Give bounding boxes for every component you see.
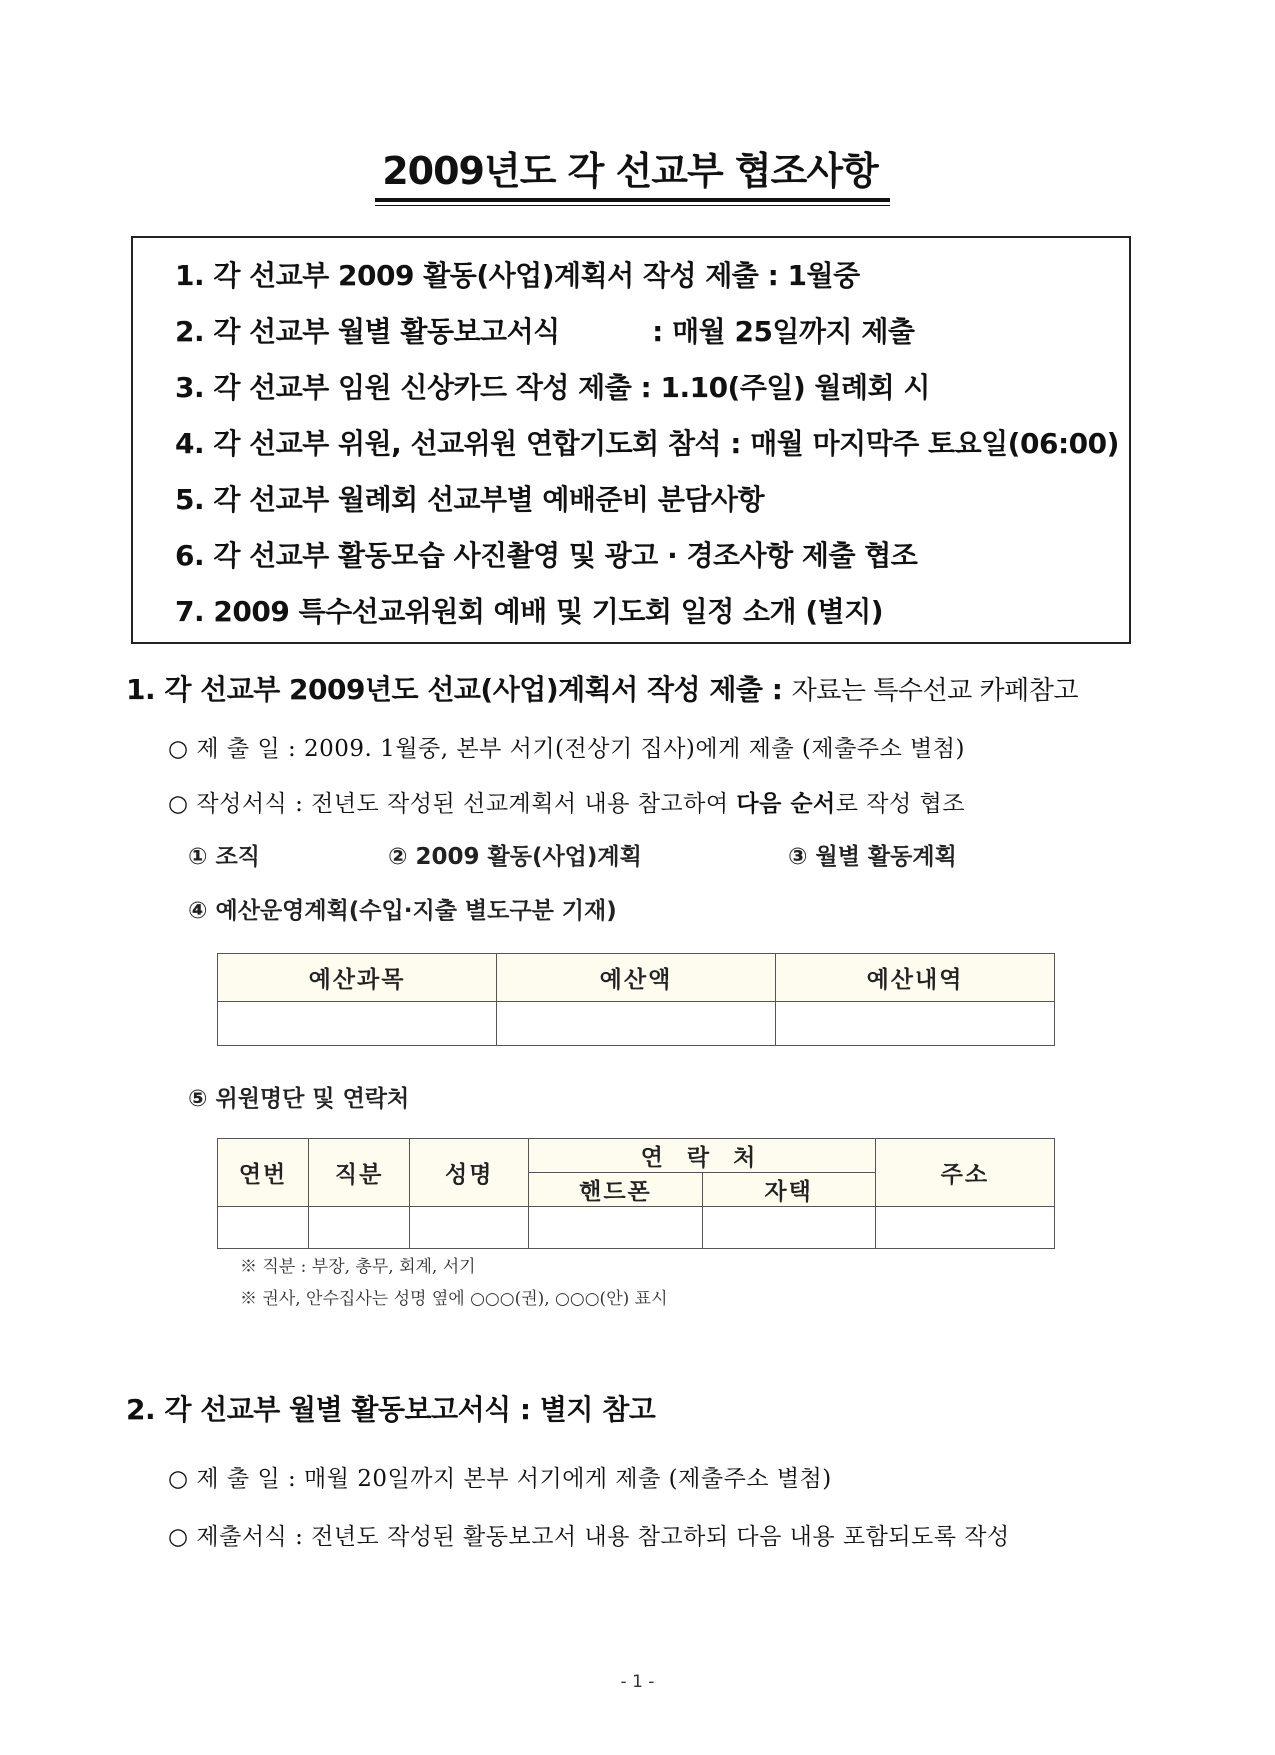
member-header-contact: 연 락 처 xyxy=(529,1139,875,1173)
section2-bullet-format: ○ 제출서식 : 전년도 작성된 활동보고서 내용 참고하되 다음 내용 포함되도록 작성 xyxy=(168,1524,1010,1550)
summary-box xyxy=(131,236,1131,644)
bullet-emphasis: 다음 순서 xyxy=(736,791,836,817)
member-cell[interactable] xyxy=(218,1207,309,1249)
summary-item: 7. 2009 특수선교위원회 예배 및 기도회 일정 소개 (별지) xyxy=(175,595,884,628)
member-header-address: 주소 xyxy=(875,1139,1054,1207)
section2-bullet-date: ○ 제 출 일 : 매월 20일까지 본부 서기에게 제출 (제출주소 별첨) xyxy=(168,1466,832,1492)
budget-header: 예산내역 xyxy=(776,954,1055,1002)
section1-heading-text: 1. 각 선교부 2009년도 선교(사업)계획서 작성 제출 : xyxy=(126,673,783,706)
member-header-home: 자택 xyxy=(702,1173,875,1207)
section1-heading-note: 자료는 특수선교 카페참고 xyxy=(791,676,1078,706)
bullet-text: ○ 작성서식 : 전년도 작성된 선교계획서 내용 참고하여 xyxy=(168,791,729,817)
page-number: - 1 - xyxy=(620,1672,655,1692)
member-cell[interactable] xyxy=(702,1207,875,1249)
section1-bullet-date: ○ 제 출 일 : 2009. 1월중, 본부 서기(전상기 집사)에게 제출 (제출주소 별첨) xyxy=(168,736,965,762)
budget-cell[interactable] xyxy=(497,1002,776,1046)
budget-cell[interactable] xyxy=(218,1002,497,1046)
page-title: 2009년도 각 선교부 협조사항 xyxy=(382,149,878,193)
summary-item: 1. 각 선교부 2009 활동(사업)계획서 작성 제출 : 1월중 xyxy=(175,259,860,292)
member-cell[interactable] xyxy=(309,1207,410,1249)
summary-item: 3. 각 선교부 임원 신상카드 작성 제출 : 1.10(주일) 월례회 시 xyxy=(175,371,930,404)
member-header-phone: 핸드폰 xyxy=(529,1173,702,1207)
item-organization: ① 조직 xyxy=(188,844,260,870)
section2-heading: 2. 각 선교부 월별 활동보고서식 : 별지 참고 xyxy=(126,1393,656,1426)
bullet-text: 로 작성 협조 xyxy=(835,791,965,817)
member-header-name: 성명 xyxy=(410,1139,529,1207)
member-header-no: 연번 xyxy=(218,1139,309,1207)
title-underline-thin xyxy=(375,205,890,206)
title-underline xyxy=(375,198,890,202)
budget-cell[interactable] xyxy=(776,1002,1055,1046)
member-cell[interactable] xyxy=(875,1207,1054,1249)
section1-heading xyxy=(126,668,1078,708)
summary-item: 6. 각 선교부 활동모습 사진촬영 및 광고 · 경조사항 제출 협조 xyxy=(175,539,918,572)
footnote-titles: ※ 권사, 안수집사는 성명 옆에 ○○○(권), ○○○(안) 표시 xyxy=(240,1289,668,1309)
budget-table xyxy=(217,953,1055,1046)
section1-bullet-format xyxy=(168,785,965,818)
member-cell[interactable] xyxy=(410,1207,529,1249)
member-cell[interactable] xyxy=(529,1207,702,1249)
budget-header: 예산액 xyxy=(497,954,776,1002)
member-header-position: 직분 xyxy=(309,1139,410,1207)
footnote-positions: ※ 직분 : 부장, 총무, 회계, 서기 xyxy=(240,1257,476,1277)
summary-item: 2. 각 선교부 월별 활동보고서식 : 매월 25일까지 제출 xyxy=(175,315,915,348)
item-activity-plan: ② 2009 활동(사업)계획 xyxy=(388,844,642,870)
item-monthly-plan: ③ 월별 활동계획 xyxy=(788,844,957,870)
summary-item: 4. 각 선교부 위원, 선교위원 연합기도회 참석 : 매월 마지막주 토요일(06:00) xyxy=(175,427,1119,460)
item-budget-plan: ④ 예산운영계획(수입·지출 별도구분 기재) xyxy=(188,898,617,924)
item-member-list: ⑤ 위원명단 및 연락처 xyxy=(188,1086,410,1112)
summary-list xyxy=(175,256,1119,648)
member-table xyxy=(217,1138,1055,1249)
summary-item: 5. 각 선교부 월례회 선교부별 예배준비 분담사항 xyxy=(175,483,765,516)
budget-header: 예산과목 xyxy=(218,954,497,1002)
